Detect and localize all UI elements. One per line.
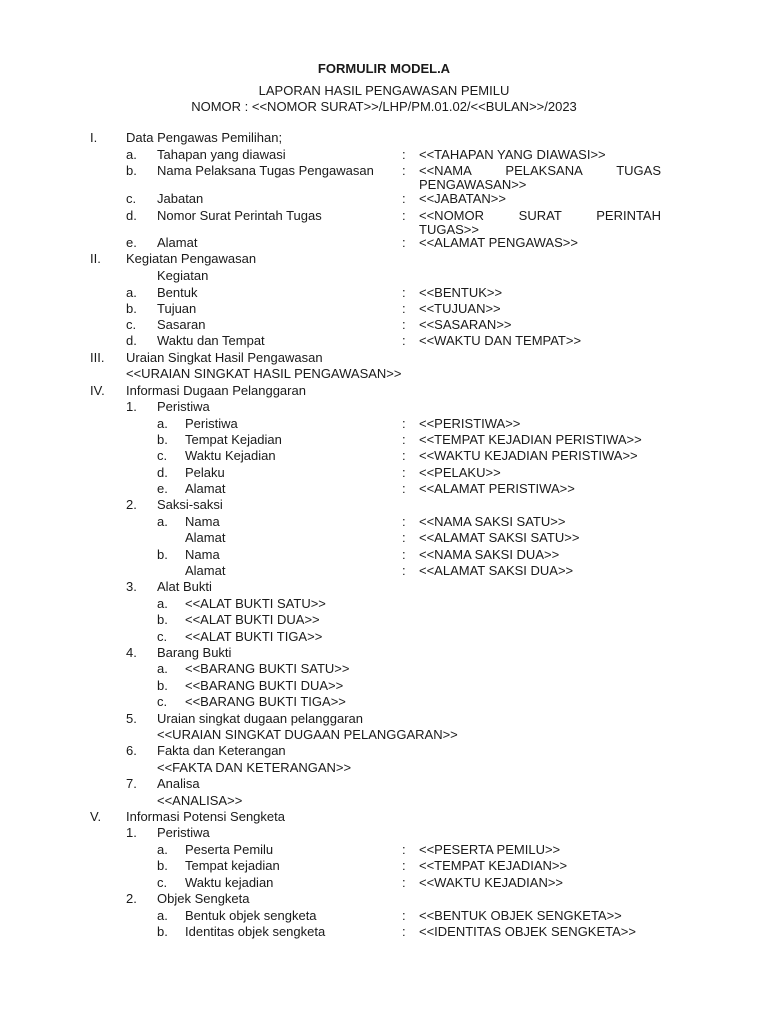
subsection-number: 2. xyxy=(126,891,137,906)
item-letter: c. xyxy=(157,629,168,644)
colon: : xyxy=(402,191,406,206)
subsection-number: 1. xyxy=(126,399,137,414)
item-letter: b. xyxy=(157,612,168,627)
colon: : xyxy=(402,924,406,939)
item-value: <<WAKTU KEJADIAN PERISTIWA>> xyxy=(419,448,638,463)
item-value: <<PESERTA PEMILU>> xyxy=(419,842,561,857)
colon: : xyxy=(402,432,406,447)
item-label: Bentuk xyxy=(157,285,198,300)
item-letter: d. xyxy=(126,208,137,223)
colon: : xyxy=(402,208,406,223)
item-value: <<BENTUK OBJEK SENGKETA>> xyxy=(419,908,622,923)
subsection-number: 2. xyxy=(126,497,137,512)
subsection-content: <<FAKTA DAN KETERANGAN>> xyxy=(157,760,352,775)
subsection-number: 6. xyxy=(126,743,137,758)
colon: : xyxy=(402,147,406,162)
item-letter: b. xyxy=(157,678,168,693)
item-letter: a. xyxy=(157,908,168,923)
section-title: Kegiatan Pengawasan xyxy=(126,251,257,266)
colon: : xyxy=(402,235,406,250)
section-title: Data Pengawas Pemilihan; xyxy=(126,130,283,145)
item-label: Nama xyxy=(185,514,220,529)
list-item: <<ALAT BUKTI SATU>> xyxy=(185,596,326,611)
colon: : xyxy=(402,317,406,332)
item-label: Alamat xyxy=(157,235,198,250)
colon: : xyxy=(402,465,406,480)
item-letter: b. xyxy=(157,924,168,939)
item-value: <<TEMPAT KEJADIAN PERISTIWA>> xyxy=(419,432,642,447)
colon: : xyxy=(402,514,406,529)
colon: : xyxy=(402,547,406,562)
item-value: <<SASARAN>> xyxy=(419,317,512,332)
item-letter: c. xyxy=(157,875,168,890)
item-letter: b. xyxy=(157,547,168,562)
colon: : xyxy=(402,448,406,463)
section-title: Informasi Dugaan Pelanggaran xyxy=(126,383,306,398)
item-letter: c. xyxy=(157,694,168,709)
item-label: Jabatan xyxy=(157,191,204,206)
subsection-title: Alat Bukti xyxy=(157,579,212,594)
list-item: <<BARANG BUKTI TIGA>> xyxy=(185,694,346,709)
item-value: <<IDENTITAS OBJEK SENGKETA>> xyxy=(419,924,636,939)
item-value: <<NOMOR SURAT PERINTAH TUGAS>> xyxy=(419,208,661,237)
item-label: Tahapan yang diawasi xyxy=(157,147,286,162)
colon: : xyxy=(402,908,406,923)
subsection-content: <<URAIAN SINGKAT DUGAAN PELANGGARAN>> xyxy=(157,727,458,742)
item-letter: c. xyxy=(126,191,137,206)
item-label: Tempat Kejadian xyxy=(185,432,282,447)
colon: : xyxy=(402,481,406,496)
form-title: FORMULIR MODEL.A xyxy=(317,61,451,76)
item-label: Alamat xyxy=(185,563,226,578)
section-title: Informasi Potensi Sengketa xyxy=(126,809,285,824)
item-label: Alamat xyxy=(185,530,226,545)
item-label: Identitas objek sengketa xyxy=(185,924,326,939)
item-value: <<PELAKU>> xyxy=(419,465,501,480)
item-letter: b. xyxy=(126,301,137,316)
item-label: Waktu dan Tempat xyxy=(157,333,265,348)
section-number: V. xyxy=(90,809,102,824)
item-label: Peristiwa xyxy=(185,416,238,431)
item-value: <<WAKTU KEJADIAN>> xyxy=(419,875,564,890)
subsection-title: Barang Bukti xyxy=(157,645,232,660)
colon: : xyxy=(402,416,406,431)
subsection-number: 1. xyxy=(126,825,137,840)
item-label: Tempat kejadian xyxy=(185,858,280,873)
item-label: Peserta Pemilu xyxy=(185,842,274,857)
item-label: Pelaku xyxy=(185,465,225,480)
colon: : xyxy=(402,301,406,316)
item-value: <<NAMA PELAKSANA TUGAS PENGAWASAN>> xyxy=(419,163,661,192)
item-label: Waktu Kejadian xyxy=(185,448,276,463)
item-value: <<NAMA SAKSI DUA>> xyxy=(419,547,560,562)
subsection-number: 4. xyxy=(126,645,137,660)
item-value: <<ALAMAT PENGAWAS>> xyxy=(419,235,578,250)
item-value: <<TEMPAT KEJADIAN>> xyxy=(419,858,568,873)
subsection-title: Peristiwa xyxy=(157,399,210,414)
item-label: Nama xyxy=(185,547,220,562)
colon: : xyxy=(402,858,406,873)
item-value: <<ALAMAT SAKSI SATU>> xyxy=(419,530,580,545)
subsection-title: Uraian singkat dugaan pelanggaran xyxy=(157,711,363,726)
item-value: <<PERISTIWA>> xyxy=(419,416,521,431)
subsection-number: 3. xyxy=(126,579,137,594)
item-letter: b. xyxy=(126,163,137,178)
item-letter: d. xyxy=(157,465,168,480)
section-content: <<URAIAN SINGKAT HASIL PENGAWASAN>> xyxy=(126,366,402,381)
section-title: Uraian Singkat Hasil Pengawasan xyxy=(126,350,323,365)
item-letter: b. xyxy=(157,432,168,447)
item-label: Nomor Surat Perintah Tugas xyxy=(157,208,322,223)
subsection-content: <<ANALISA>> xyxy=(157,793,243,808)
subsection-title: Peristiwa xyxy=(157,825,210,840)
item-letter: c. xyxy=(157,448,168,463)
section-number: III. xyxy=(90,350,105,365)
colon: : xyxy=(402,875,406,890)
item-letter: a. xyxy=(126,285,137,300)
item-letter: e. xyxy=(126,235,137,250)
item-letter: a. xyxy=(157,514,168,529)
subsection-title: Fakta dan Keterangan xyxy=(157,743,286,758)
item-letter: a. xyxy=(157,596,168,611)
item-letter: a. xyxy=(157,661,168,676)
list-item: <<BARANG BUKTI DUA>> xyxy=(185,678,344,693)
item-letter: a. xyxy=(126,147,137,162)
list-item: <<ALAT BUKTI TIGA>> xyxy=(185,629,323,644)
colon: : xyxy=(402,563,406,578)
item-label: Bentuk objek sengketa xyxy=(185,908,317,923)
colon: : xyxy=(402,333,406,348)
colon: : xyxy=(402,530,406,545)
item-label: Nama Pelaksana Tugas Pengawasan xyxy=(157,163,374,178)
section-number: I. xyxy=(90,130,98,145)
subsection-number: 7. xyxy=(126,776,137,791)
item-letter: c. xyxy=(126,317,137,332)
item-label: Waktu kejadian xyxy=(185,875,274,890)
item-value: <<ALAMAT SAKSI DUA>> xyxy=(419,563,574,578)
item-value: <<ALAMAT PERISTIWA>> xyxy=(419,481,575,496)
section-number: IV. xyxy=(90,383,105,398)
item-value: <<WAKTU DAN TEMPAT>> xyxy=(419,333,582,348)
item-letter: b. xyxy=(157,858,168,873)
list-item: <<ALAT BUKTI DUA>> xyxy=(185,612,320,627)
item-letter: a. xyxy=(157,842,168,857)
report-number: NOMOR : <<NOMOR SURAT>>/LHP/PM.01.02/<<BULAN>>/2023 xyxy=(191,99,577,114)
report-title: LAPORAN HASIL PENGAWASAN PEMILU xyxy=(258,83,510,98)
item-label: Alamat xyxy=(185,481,226,496)
item-letter: e. xyxy=(157,481,168,496)
section-subtitle: Kegiatan xyxy=(157,268,209,283)
colon: : xyxy=(402,285,406,300)
item-label: Sasaran xyxy=(157,317,206,332)
item-letter: a. xyxy=(157,416,168,431)
colon: : xyxy=(402,163,406,178)
subsection-number: 5. xyxy=(126,711,137,726)
subsection-title: Saksi-saksi xyxy=(157,497,223,512)
item-value: <<TUJUAN>> xyxy=(419,301,501,316)
item-letter: d. xyxy=(126,333,137,348)
item-label: Tujuan xyxy=(157,301,197,316)
subsection-title: Objek Sengketa xyxy=(157,891,250,906)
item-value: <<NAMA SAKSI SATU>> xyxy=(419,514,566,529)
colon: : xyxy=(402,842,406,857)
subsection-title: Analisa xyxy=(157,776,200,791)
item-value: <<TAHAPAN YANG DIAWASI>> xyxy=(419,147,606,162)
section-number: II. xyxy=(90,251,101,266)
item-value: <<JABATAN>> xyxy=(419,191,506,206)
list-item: <<BARANG BUKTI SATU>> xyxy=(185,661,350,676)
item-value: <<BENTUK>> xyxy=(419,285,503,300)
